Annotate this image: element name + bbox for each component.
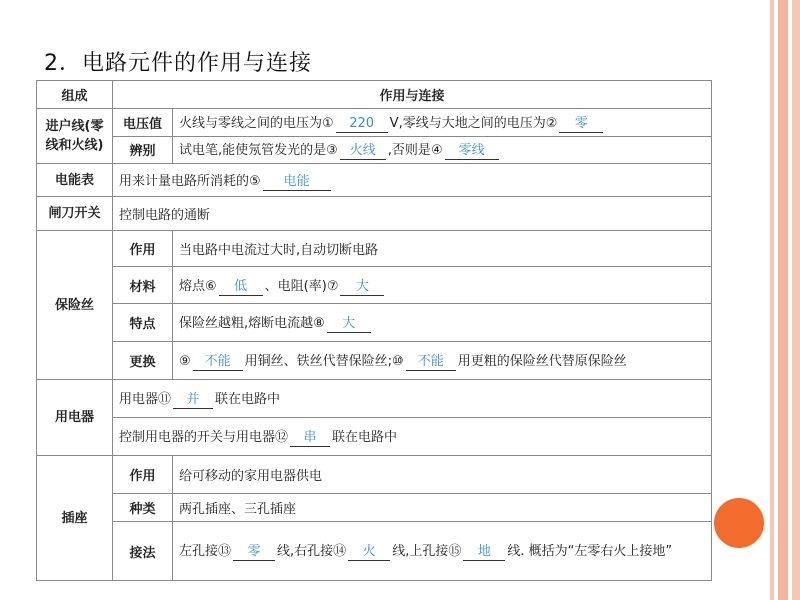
cell-socket-connect xyxy=(173,522,712,581)
text: 控制用电器的开关与用电器 xyxy=(119,430,276,445)
text: 用来计量电路所消耗的 xyxy=(119,173,250,189)
blank-number: ⑪ xyxy=(158,392,172,407)
blank-number: ⑩ xyxy=(392,354,404,369)
text: 联在电路中 xyxy=(332,430,398,445)
blank-number: ⑭ xyxy=(333,543,347,559)
sub-label-fuse-feature: 特点 xyxy=(113,304,173,342)
sub-label-distinguish: 辨别 xyxy=(113,136,173,164)
section-title: 2．电路元件的作用与连接 xyxy=(44,51,312,76)
sub-label-socket-kind: 种类 xyxy=(113,494,173,522)
answer-blank: 零线 xyxy=(445,143,499,160)
text: V,零线与大地之间的电压为 xyxy=(389,115,546,131)
blank-number: ② xyxy=(545,115,558,131)
circuit-components-table xyxy=(36,80,712,581)
table-row xyxy=(37,136,712,164)
sub-label-socket-use: 作用 xyxy=(113,456,173,494)
table-row xyxy=(37,231,712,267)
table-row xyxy=(37,304,712,342)
row-label-fuse: 保险丝 xyxy=(37,231,113,380)
table-row xyxy=(37,494,712,522)
text: 线. 概括为“左零右火上接地” xyxy=(507,543,673,559)
text: 火线与零线之间的电压为 xyxy=(179,115,323,131)
cell-fuse-feature xyxy=(173,304,712,342)
text: 线,上孔接 xyxy=(392,543,449,559)
answer-blank: 大 xyxy=(340,279,384,296)
blank-number: ⑮ xyxy=(448,543,462,559)
header-component: 组成 xyxy=(37,81,113,109)
header-function: 作用与连接 xyxy=(113,81,712,109)
cell-socket-kind: 两孔插座、三孔插座 xyxy=(173,494,712,522)
table-header-row xyxy=(37,81,712,109)
cell-fuse-use: 当电路中电流过大时,自动切断电路 xyxy=(173,231,712,267)
table-row xyxy=(37,456,712,494)
text: 联在电路中 xyxy=(215,392,281,407)
blank-number: ④ xyxy=(430,143,443,159)
table-row xyxy=(37,267,712,304)
cell-switch: 控制电路的通断 xyxy=(113,197,712,231)
cell-fuse-material xyxy=(173,267,712,304)
decor-stripe xyxy=(770,0,774,600)
answer-blank: 大 xyxy=(327,316,371,333)
cell-meter xyxy=(113,164,712,197)
row-label-jinhuxian: 进户线(零线和火线) xyxy=(37,109,113,164)
cell-voltage xyxy=(173,109,712,137)
table-row xyxy=(37,418,712,456)
text: 用铜丝、铁丝代替保险丝; xyxy=(244,354,393,369)
sub-label-socket-connect: 接法 xyxy=(113,522,173,581)
decor-stripe xyxy=(778,0,788,600)
sub-label-voltage: 电压值 xyxy=(113,109,173,137)
answer-blank: 不能 xyxy=(193,354,243,371)
row-label-socket: 插座 xyxy=(37,456,113,581)
cell-appliance-2 xyxy=(113,418,712,456)
answer-blank: 火线 xyxy=(340,143,386,160)
orange-circle-decor xyxy=(714,498,764,548)
table-row xyxy=(37,522,712,581)
table-row xyxy=(37,164,712,197)
row-label-switch: 闸刀开关 xyxy=(37,197,113,231)
table-row xyxy=(37,109,712,137)
blank-number: ⑧ xyxy=(313,316,325,331)
blank-number: ⑬ xyxy=(218,543,232,559)
cell-distinguish xyxy=(173,136,712,164)
cell-socket-use: 给可移动的家用电器供电 xyxy=(173,456,712,494)
cell-fuse-replace xyxy=(173,342,712,380)
text: 试电笔,能使氖管发光的是 xyxy=(179,143,327,159)
blank-number: ⑦ xyxy=(326,278,339,294)
table-row xyxy=(37,380,712,418)
answer-blank: 地 xyxy=(463,544,505,561)
answer-blank: 零 xyxy=(233,544,275,561)
decor-stripe xyxy=(792,0,800,600)
text: 用电器 xyxy=(119,392,159,407)
answer-blank: 火 xyxy=(348,544,390,561)
text: ,否则是 xyxy=(387,143,431,159)
answer-blank: 电能 xyxy=(263,174,331,191)
cell-appliance-1 xyxy=(113,380,712,418)
answer-blank: 220 xyxy=(336,116,388,133)
table-row xyxy=(37,197,712,231)
sub-label-fuse-replace: 更换 xyxy=(113,342,173,380)
blank-number: ⑫ xyxy=(275,430,289,445)
text: 线,右孔接 xyxy=(277,543,334,559)
blank-number: ⑥ xyxy=(205,278,217,294)
answer-blank: 并 xyxy=(173,392,213,409)
blank-number: ③ xyxy=(326,143,338,159)
answer-blank: 不能 xyxy=(406,354,456,371)
row-label-appliance: 用电器 xyxy=(37,380,113,456)
row-label-meter: 电能表 xyxy=(37,164,113,197)
text: 保险丝越粗,熔断电流越 xyxy=(179,316,314,331)
blank-number: ① xyxy=(322,115,334,131)
text: 左孔接 xyxy=(179,543,219,559)
sub-label-fuse-use: 作用 xyxy=(113,231,173,267)
answer-blank: 低 xyxy=(219,279,263,296)
sub-label-fuse-material: 材料 xyxy=(113,267,173,304)
text: 、电阻(率) xyxy=(264,278,327,294)
blank-number: ⑨ xyxy=(179,354,191,369)
answer-blank: 零 xyxy=(559,116,603,133)
text: 熔点 xyxy=(179,278,206,294)
table-row xyxy=(37,342,712,380)
answer-blank: 串 xyxy=(290,430,330,447)
text: 用更粗的保险丝代替原保险丝 xyxy=(457,354,627,369)
blank-number: ⑤ xyxy=(249,173,261,189)
